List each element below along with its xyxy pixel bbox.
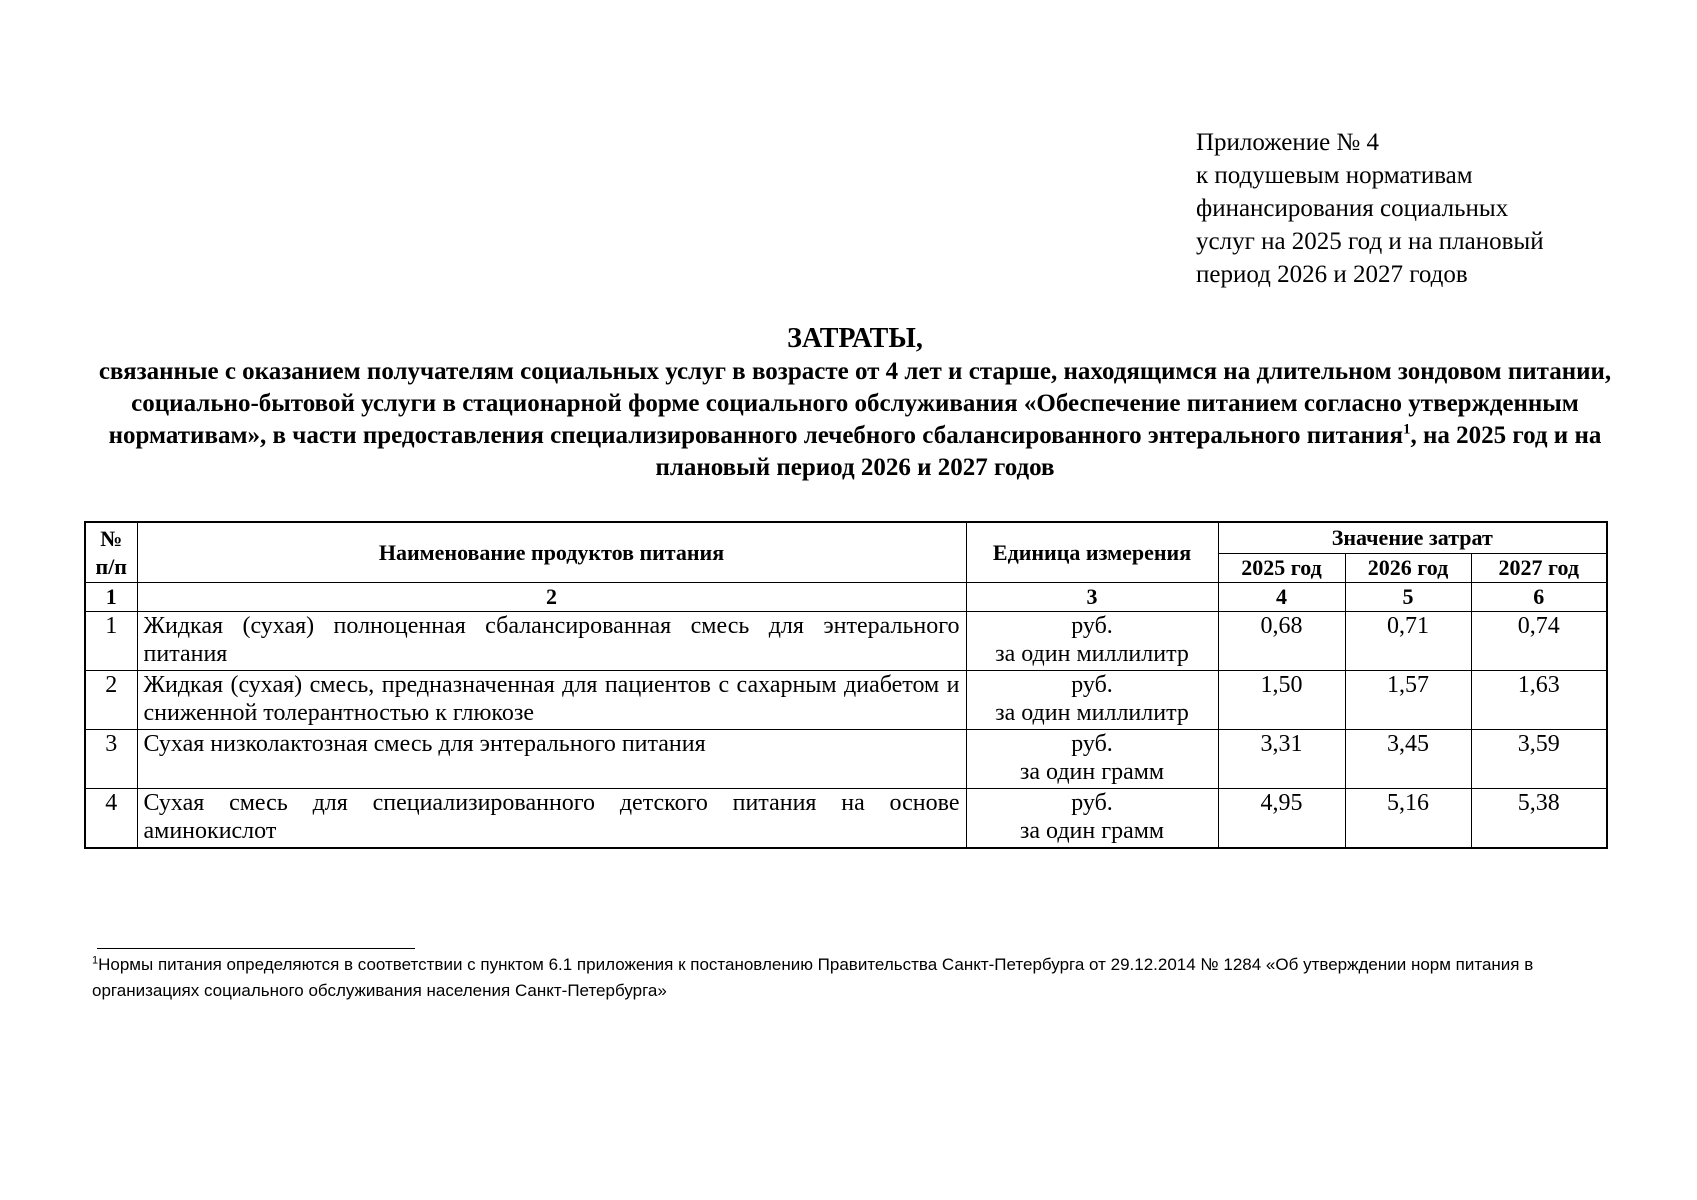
- row-number: 3: [85, 730, 137, 789]
- unit-currency: руб.: [1071, 613, 1113, 639]
- row-number: 4: [85, 789, 137, 849]
- value-2025: 0,68: [1218, 612, 1345, 671]
- row-number: 1: [85, 612, 137, 671]
- value-2026: 5,16: [1345, 789, 1471, 849]
- document-subtitle: [60, 356, 1650, 484]
- subtitle-text-end: , на 2025 год и на плановый период 2026 и 2027 годов: [655, 422, 1602, 481]
- column-number: 4: [1218, 583, 1345, 612]
- unit-measure: за один миллилитр: [995, 641, 1189, 667]
- unit-cell: [966, 671, 1218, 730]
- value-2026: 0,71: [1345, 612, 1471, 671]
- appendix-line: к подушевым нормативам: [1196, 162, 1473, 189]
- appendix-line: Приложение № 4: [1196, 129, 1380, 156]
- header-num: № п/п: [85, 522, 137, 583]
- table-header-row: [85, 522, 1607, 554]
- value-2027: 1,63: [1471, 671, 1607, 730]
- row-number: 2: [85, 671, 137, 730]
- footnote-reference: 1: [1403, 421, 1411, 438]
- unit-measure: за один грамм: [1019, 759, 1165, 785]
- subtitle-text: связанные с оказанием получателям социальных услуг в возрасте от 4 лет и старше, находящимся на длительном зондовом питании, социально-бытовой услуги в стационарной форме социального обслуживания «Обеспечение питанием согласно утвержденным нормативам», в части предоставления специализированного лечебного сбалансированного энтерального питания: [98, 358, 1612, 449]
- header-unit: Единица измерения: [966, 522, 1218, 583]
- unit-currency: руб.: [1071, 731, 1113, 757]
- value-2025: 1,50: [1218, 671, 1345, 730]
- value-2026: 1,57: [1345, 671, 1471, 730]
- value-2025: 3,31: [1218, 730, 1345, 789]
- appendix-line: период 2026 и 2027 годов: [1196, 261, 1468, 288]
- value-2027: 5,38: [1471, 789, 1607, 849]
- header-name: Наименование продуктов питания: [137, 522, 966, 583]
- product-name: Сухая низколактозная смесь для энтерального питания: [137, 730, 966, 789]
- unit-measure: за один грамм: [1019, 818, 1165, 844]
- footnote-marker: 1: [92, 954, 99, 967]
- value-2025: 4,95: [1218, 789, 1345, 849]
- value-2027: 0,74: [1471, 612, 1607, 671]
- column-number: 3: [966, 583, 1218, 612]
- value-2027: 3,59: [1471, 730, 1607, 789]
- column-number: 5: [1345, 583, 1471, 612]
- costs-table: [84, 521, 1608, 849]
- column-number: 2: [137, 583, 966, 612]
- unit-currency: руб.: [1071, 672, 1113, 698]
- header-year: 2026 год: [1345, 554, 1471, 583]
- product-name: Жидкая (сухая) смесь, предназначенная для пациентов с сахарным диабетом и сниженной толерантностью к глюкозе: [137, 671, 966, 730]
- table-row: [85, 612, 1607, 671]
- product-name: Жидкая (сухая) полноценная сбалансированная смесь для энтерального питания: [137, 612, 966, 671]
- footnote: [92, 952, 1612, 1004]
- value-2026: 3,45: [1345, 730, 1471, 789]
- column-number-row: [85, 583, 1607, 612]
- appendix-block: [1196, 126, 1544, 291]
- footnote-separator: [97, 948, 415, 949]
- unit-cell: [966, 730, 1218, 789]
- header-year: 2027 год: [1471, 554, 1607, 583]
- header-year: 2025 год: [1218, 554, 1345, 583]
- product-name: Сухая смесь для специализированного детского питания на основе аминокислот: [137, 789, 966, 849]
- document-heading: [60, 322, 1650, 484]
- table-row: [85, 789, 1607, 849]
- document-title: ЗАТРАТЫ,: [787, 323, 923, 354]
- appendix-line: финансирования социальных: [1196, 195, 1509, 222]
- unit-cell: [966, 789, 1218, 849]
- table-row: [85, 671, 1607, 730]
- unit-cell: [966, 612, 1218, 671]
- footnote-text: Нормы питания определяются в соответствии с пунктом 6.1 приложения к постановлению Правительства Санкт-Петербурга от 29.12.2014 № 1284 «Об утверждении норм питания в организациях социального обслуживания населения Санкт-Петербурга»: [92, 955, 1534, 1000]
- unit-currency: руб.: [1071, 790, 1113, 816]
- appendix-line: услуг на 2025 год и на плановый: [1196, 228, 1544, 255]
- unit-measure: за один миллилитр: [995, 700, 1189, 726]
- table-row: [85, 730, 1607, 789]
- column-number: 1: [85, 583, 137, 612]
- header-values: Значение затрат: [1218, 522, 1607, 554]
- column-number: 6: [1471, 583, 1607, 612]
